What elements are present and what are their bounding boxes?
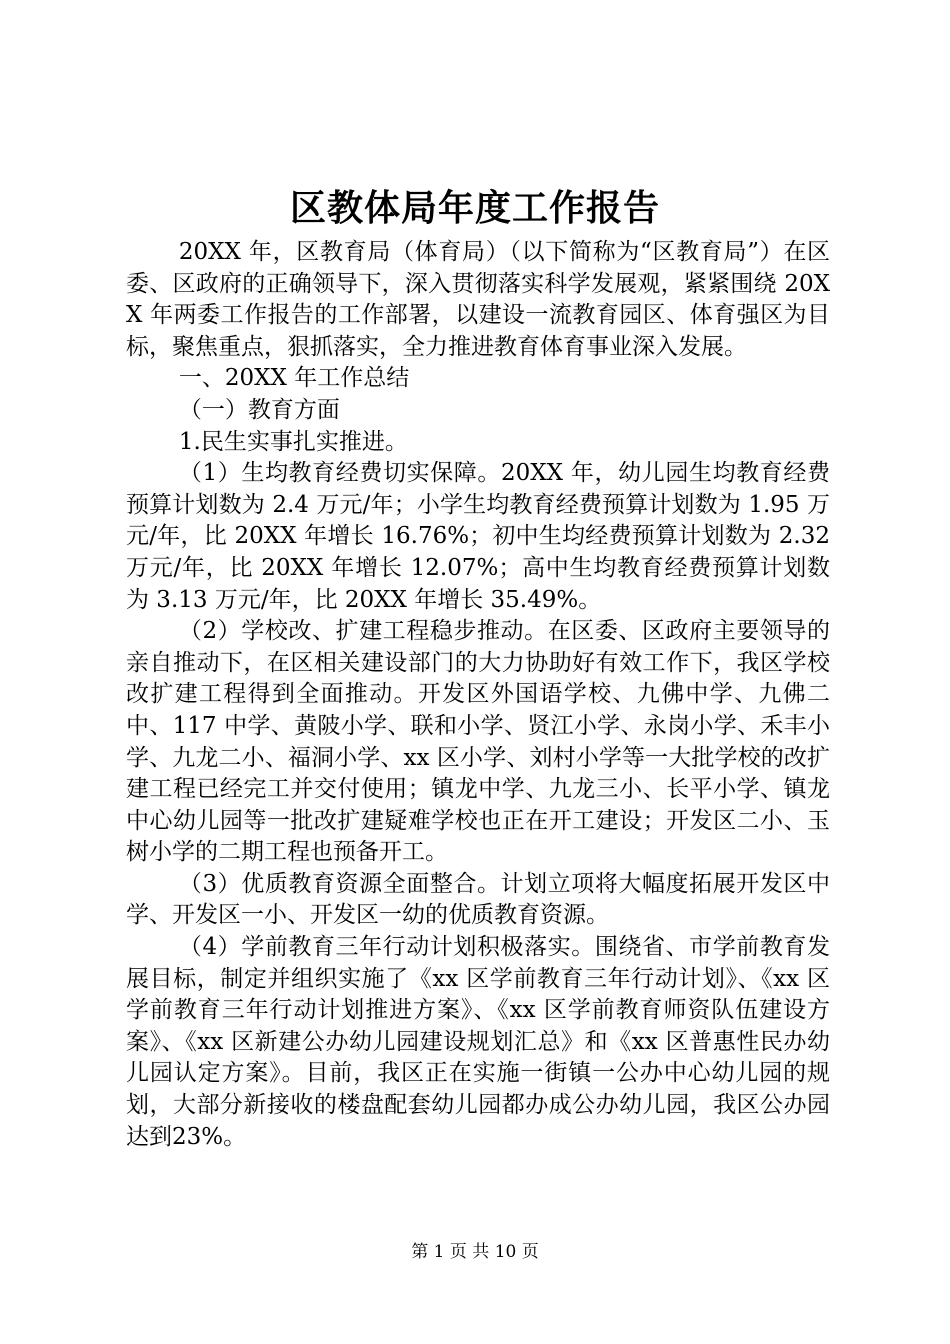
item-heading: 1.民生实事扎实推进。 <box>178 428 408 455</box>
body-paragraph: （1）生均教育经费切实保障。20XX 年，幼儿园生均教育经费预算计划数为 2.4 万元/年；小学生均教育经费预算计划数为 1.95 万元/年，比 20XX 年增长 16.76%；初中生均经费预算计划数为 2.32 万元/年，比 20XX 年增长 12.07%；高中生均教育经费预算计划数为 3.13 万元/年，比 20XX 年增长 35.49%。 <box>126 460 830 613</box>
document-title: 区教体局年度工作报告 <box>289 187 660 229</box>
body-paragraph: （2）学校改、扩建工程稳步推动。在区委、区政府主要领导的亲自推动下，在区相关建设部门的大力协助好有效工作下，我区学校改扩建工程得到全面推动。开发区外国语学校、九佛中学、九佛二中、117 中学、黄陂小学、联和小学、贤江小学、永岗小学、禾丰小学、九龙二小、福洞小学、xx 区小学、刘村小学等一大批学校的改扩建工程已经完工并交付使用；镇龙中学、九龙三小、长平小学、镇龙中心幼儿园等一批改扩建疑难学校也正在开工建设；开发区二小、玉树小学的二期工程也预备开工。 <box>126 618 830 866</box>
body-paragraph: （4）学前教育三年行动计划积极落实。围绕省、市学前教育发展目标，制定并组织实施了《xx 区学前教育三年行动计划》、《xx 区学前教育三年行动计划推进方案》、《xx 区学前教育师资队伍建设方案》、《xx 区新建公办幼儿园建设规划汇总》和《xx 区普惠性民办幼儿园认定方案》。目前，我区正在实施一街镇一公办中心幼儿园的规划，大部分新接收的楼盘配套幼儿园都办成公办幼儿园，我区公办园达到23%。 <box>126 934 830 1150</box>
body-paragraph: （3）优质教育资源全面整合。计划立项将大幅度拓展开发区中学、开发区一小、开发区一幼的优质教育资源。 <box>126 870 830 929</box>
subsection-heading: （一）教育方面 <box>178 396 340 423</box>
document-body <box>126 237 830 1153</box>
section-heading: 一、20XX 年工作总结 <box>178 365 410 392</box>
page-footer: 第 1 页 共 10 页 <box>411 1242 539 1262</box>
intro-paragraph: 20XX 年，区教育局（体育局）（以下简称为“区教育局”）在区委、区政府的正确领导下，深入贯彻落实科学发展观，紧紧围绕 20XX 年两委工作报告的工作部署，以建设一流教育园区、体育强区为目标，聚焦重点，狠抓落实，全力推进教育体育事业深入发展。 <box>126 239 830 360</box>
